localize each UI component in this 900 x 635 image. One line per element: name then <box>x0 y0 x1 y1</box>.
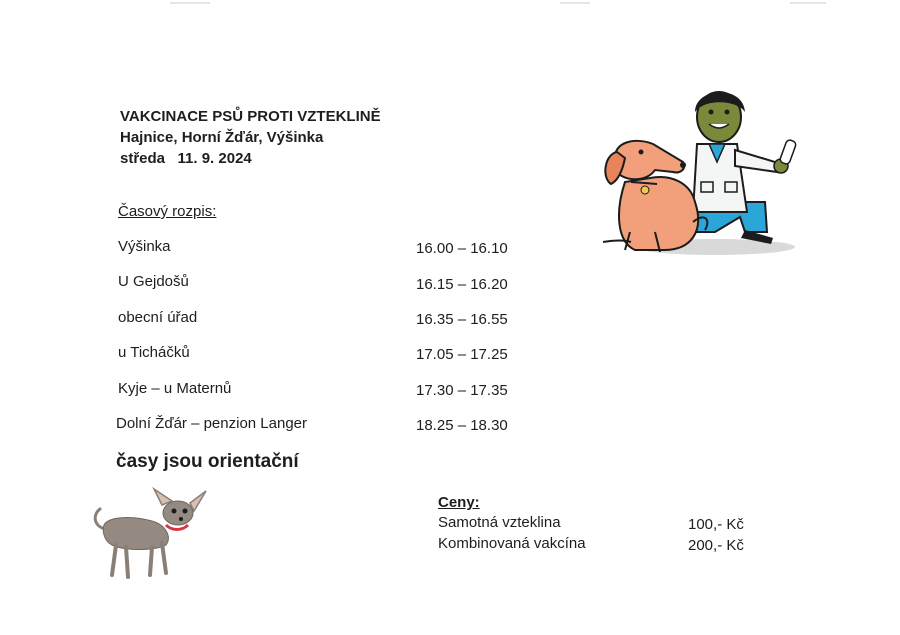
dog-eye <box>183 509 188 514</box>
date-line: středa 11. 9. 2024 <box>120 150 252 167</box>
vet-with-dog-illustration <box>595 82 810 262</box>
schedule-time: 16.00 – 16.10 <box>416 240 508 257</box>
dog-tag <box>641 186 649 194</box>
dog-ear <box>190 491 206 511</box>
schedule-time: 16.15 – 16.20 <box>416 276 508 293</box>
dog-collar <box>166 525 188 530</box>
dog-body <box>619 177 698 250</box>
scan-artifact <box>170 2 210 4</box>
schedule-place: Kyje – u Maternů <box>118 380 232 397</box>
vet-eye <box>709 110 714 115</box>
locations-line: Hajnice, Horní Žďár, Výšinka <box>120 129 324 146</box>
dog-head <box>163 501 193 525</box>
price-item-name: Kombinovaná vakcína <box>438 535 586 552</box>
schedule-time: 18.25 – 18.30 <box>416 417 508 434</box>
price-item-value: 100,- Kč <box>688 516 744 533</box>
schedule-place: u Ticháčků <box>118 344 190 361</box>
schedule-place: Výšinka <box>118 238 171 255</box>
schedule-time: 16.35 – 16.55 <box>416 311 508 328</box>
dog-eye <box>172 509 177 514</box>
price-item-value: 200,- Kč <box>688 537 744 554</box>
dog-eye <box>639 150 644 155</box>
schedule-place: U Gejdošů <box>118 273 189 290</box>
page-title: VAKCINACE PSŮ PROTI VZTEKLINĚ <box>120 108 381 125</box>
vet-eye <box>725 110 730 115</box>
syringe-icon <box>779 139 797 165</box>
dog-nose <box>680 162 686 168</box>
dog-ear <box>605 152 625 184</box>
scan-artifact <box>790 2 826 4</box>
schedule-time: 17.05 – 17.25 <box>416 346 508 363</box>
orientation-note: časy jsou orientační <box>116 451 299 472</box>
prices-title: Ceny: <box>438 494 480 511</box>
schedule-place: Dolní Žďár – penzion Langer <box>116 415 308 432</box>
dog-body <box>103 518 168 550</box>
scan-artifact <box>560 2 590 4</box>
schedule-title: Časový rozpis: <box>118 203 217 220</box>
schedule-place: obecní úřad <box>118 309 198 326</box>
dog-ear <box>154 489 172 505</box>
price-item-name: Samotná vzteklina <box>438 514 561 531</box>
schedule-time: 17.30 – 17.35 <box>416 382 508 399</box>
dog-nose <box>179 517 183 521</box>
chihuahua-illustration <box>90 487 215 582</box>
